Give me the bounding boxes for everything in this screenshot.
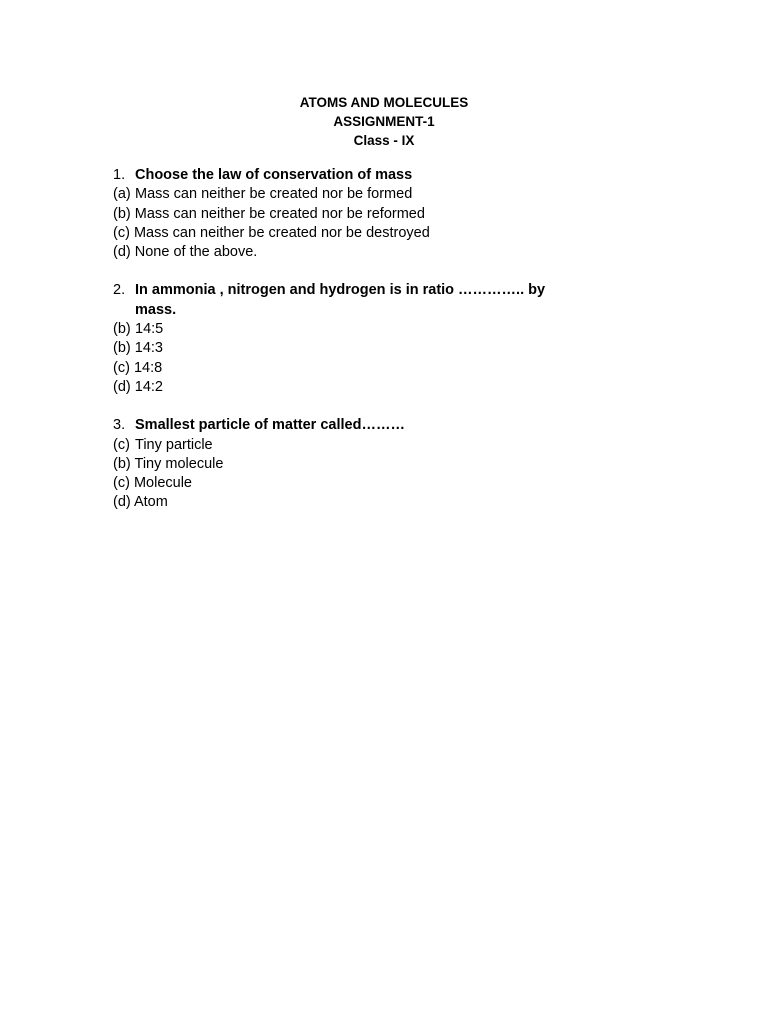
- document-title: ATOMS AND MOLECULES: [299, 95, 469, 110]
- assignment-label: ASSIGNMENT-1: [333, 114, 435, 129]
- option-text: Mass can neither be created nor be reformed: [134, 205, 425, 222]
- option-item: [113, 493, 573, 512]
- question-2-head: [113, 281, 573, 320]
- option-label: (b): [113, 321, 131, 338]
- option-item: [113, 320, 573, 339]
- option-item: [113, 359, 573, 378]
- option-label: (d): [113, 378, 131, 395]
- question-3: [113, 416, 573, 512]
- option-text: 14:8: [133, 359, 163, 376]
- question-text: Choose the law of conservation of mass: [135, 167, 413, 183]
- option-text: 14:3: [134, 340, 163, 357]
- option-label: (c): [113, 224, 130, 241]
- question-number: 2.: [113, 282, 126, 299]
- question-text: Smallest particle of matter called………: [135, 417, 405, 434]
- option-item: [113, 243, 573, 262]
- option-item: [113, 455, 573, 474]
- option-label: (d): [113, 494, 131, 511]
- option-item: [113, 436, 573, 455]
- option-label: (c): [113, 359, 130, 376]
- option-text: Atom: [133, 494, 168, 511]
- option-item: [113, 205, 573, 224]
- option-label: (d): [113, 244, 131, 261]
- question-1-head: [113, 166, 573, 185]
- option-text: None of the above.: [134, 244, 258, 261]
- option-item: [113, 185, 573, 204]
- question-2: [113, 281, 573, 397]
- option-text: Mass can neither be created nor be destroyed: [133, 224, 430, 241]
- option-label: (b): [113, 205, 131, 222]
- option-item: [113, 378, 573, 397]
- option-text: Mass can neither be created nor be formed: [135, 186, 413, 203]
- option-text: Molecule: [133, 475, 192, 492]
- question-text: In ammonia , nitrogen and hydrogen is in ratio ………….. by mass.: [135, 282, 546, 318]
- question-1: [113, 166, 573, 262]
- document-header: [0, 93, 768, 150]
- option-text: 14:2: [134, 378, 163, 395]
- option-label: (b): [113, 455, 131, 472]
- question-3-head: [113, 416, 573, 435]
- option-text: Tiny particle: [135, 436, 213, 453]
- option-text: 14:5: [135, 321, 164, 338]
- option-label: (a): [113, 186, 131, 203]
- option-label: (c): [113, 475, 130, 492]
- option-label: (c): [113, 436, 130, 453]
- option-label: (b): [113, 340, 131, 357]
- option-item: [113, 339, 573, 358]
- question-number: 3.: [113, 417, 126, 434]
- question-number: 1.: [113, 167, 126, 183]
- option-item: [113, 474, 573, 493]
- option-item: [113, 224, 573, 243]
- question-list: [113, 166, 573, 532]
- option-text: Tiny molecule: [134, 455, 224, 472]
- class-label: Class - IX: [353, 133, 415, 148]
